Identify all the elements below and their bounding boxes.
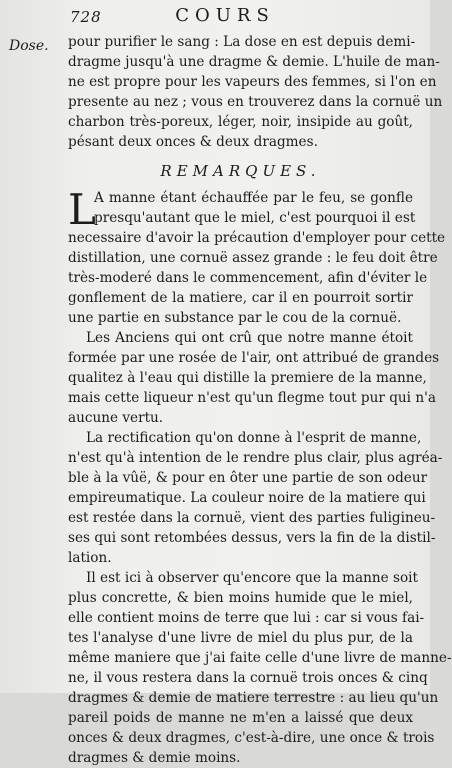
margin-note: Dose. [9, 38, 49, 54]
text-line: elle contient moins de terre que lui : car si vous fai- [68, 610, 425, 626]
text-line: charbon très-poreux, léger, noir, insipide au goût, [68, 114, 413, 130]
text-line: lation. [68, 550, 112, 566]
text-line: pésant deux onces & deux dragmes. [68, 134, 318, 150]
text-line: même maniere que j'ai faite celle d'une livre de manne- [68, 650, 452, 666]
text-line: La rectification qu'on donne à l'esprit de manne, [86, 430, 422, 446]
text-line: onces & deux dragmes, c'est-à-dire, une once & trois [68, 730, 435, 746]
drop-capital: L [68, 185, 96, 234]
text-line: ses qui sont retombées dessus, vers la fin de la distil- [68, 530, 436, 546]
text-line: mais cette liqueur n'est qu'un flegme tout pur qui n'a [68, 390, 436, 406]
text-line: dragmes & demie de matiere terrestre : au lieu qu'un [68, 690, 439, 706]
text-line: plus concrette, & bien moins humide que le miel, [68, 590, 413, 606]
text-line: empireumatique. La couleur noire de la matiere qui [68, 490, 426, 506]
paragraph-remark-2 [68, 328, 440, 428]
page-number: 728 [70, 8, 102, 26]
text-line: ne, il vous restera dans la cornuë trois onces & cinq [68, 670, 428, 686]
paragraph-remark-1 [68, 185, 446, 328]
text-line: dragmes & demie moins. [68, 750, 241, 766]
text-line: est restée dans la cornuë, vient des parties fuligineu- [68, 510, 436, 526]
section-heading: REMARQUES. [160, 162, 321, 180]
text-line: formée par une rosée de l'air, ont attribué de grandes [68, 350, 440, 366]
text-line: presqu'autant que le miel, c'est pourquoi il est [94, 210, 416, 226]
text-line: pour purifier le sang : La dose en est depuis demi- [68, 34, 416, 50]
text-line: presente au nez ; vous en trouverez dans la cornuë un [68, 94, 443, 110]
text-line: tes l'analyse d'une livre de miel du plus pur, de la [68, 630, 413, 646]
paragraph-dose [68, 32, 443, 152]
paragraph-remark-4 [68, 568, 452, 768]
text-line: n'est qu'à intention de le rendre plus clair, plus agréa- [68, 450, 443, 466]
text-line: ble à la vûë, & pour en ôter une partie de son odeur [68, 470, 428, 486]
text-line: Les Anciens qui ont crû que notre manne étoit [86, 330, 413, 346]
text-line: A manne étant échauffée par le feu, se gonfle [94, 190, 413, 206]
running-title: COURS [175, 5, 275, 26]
dropcap-block [68, 185, 416, 234]
text-line: très-moderé dans le commencement, afin d'éviter le [68, 270, 428, 286]
text-line: pareil poids de manne ne m'en a laissé que deux [68, 710, 413, 726]
paragraph-remark-3 [68, 428, 443, 568]
text-line: distillation, une cornuë assez grande : le feu doit être [68, 250, 438, 266]
text-line: une partie en substance par le cou de la cornuë. [68, 310, 402, 326]
text-line: ne est propre pour les vapeurs des femmes, si l'on en [68, 74, 437, 90]
text-line: necessaire d'avoir la précaution d'employer pour cette [68, 230, 446, 246]
text-line: Il est ici à observer qu'encore que la manne soit [86, 570, 418, 586]
text-line: aucune vertu. [68, 410, 164, 426]
text-line: dragme jusqu'à une dragme & demie. L'huile de man- [68, 54, 440, 70]
text-line: qualitez à l'eau qui distille la premiere de la manne, [68, 370, 427, 386]
text-line: gonflement de la matiere, car il en pourroit sortir [68, 290, 413, 306]
page-body [68, 32, 452, 768]
